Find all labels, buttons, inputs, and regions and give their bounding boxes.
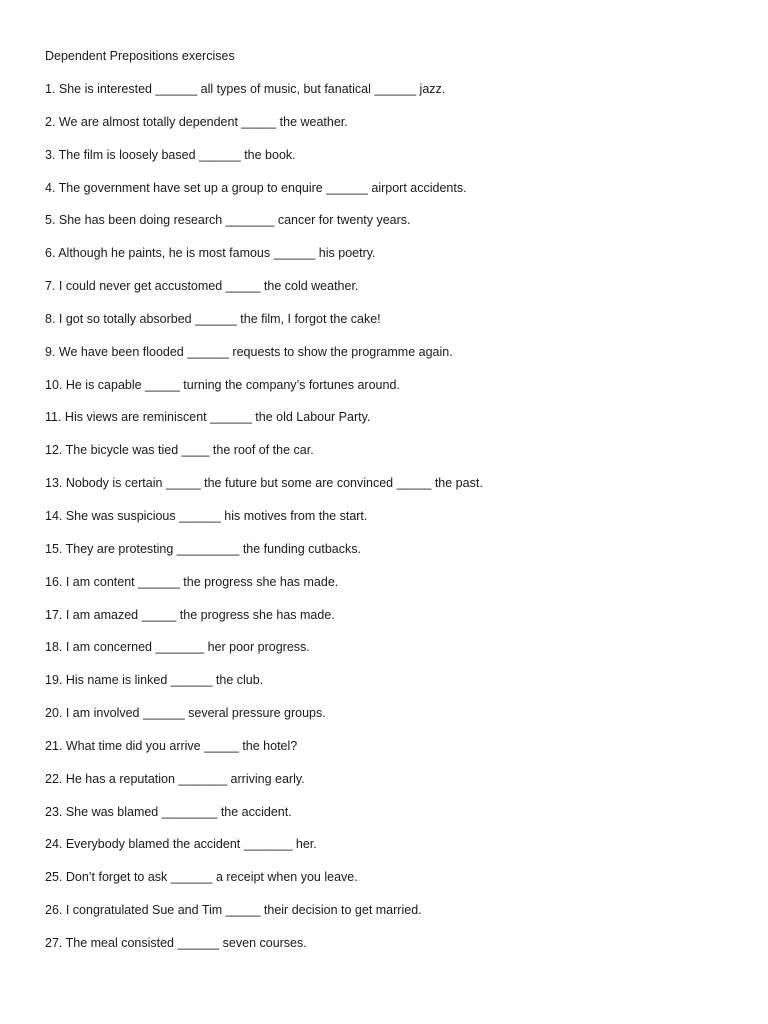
exercise-item-26: 26. I congratulated Sue and Tim _____ their decision to get married. bbox=[45, 903, 422, 918]
exercise-item-2: 2. We are almost totally dependent _____ the weather. bbox=[45, 114, 348, 129]
exercise-list bbox=[45, 80, 483, 967]
exercise-item-5: 5. She has been doing research _______ cancer for twenty years. bbox=[45, 213, 411, 228]
exercise-item-4: 4. The government have set up a group to enquire ______ airport accidents. bbox=[45, 180, 467, 195]
exercise-item-3: 3. The film is loosely based ______ the book. bbox=[45, 147, 296, 162]
exercise-item-17: 17. I am amazed _____ the progress she has made. bbox=[45, 607, 335, 622]
exercise-item-12: 12. The bicycle was tied ____ the roof of the car. bbox=[45, 443, 314, 458]
exercise-item-20: 20. I am involved ______ several pressure groups. bbox=[45, 706, 326, 721]
exercise-item-25: 25. Don’t forget to ask ______ a receipt when you leave. bbox=[45, 870, 358, 885]
exercise-item-18: 18. I am concerned _______ her poor progress. bbox=[45, 640, 310, 655]
document-title: Dependent Prepositions exercises bbox=[45, 49, 235, 63]
exercise-item-27: 27. The meal consisted ______ seven courses. bbox=[45, 935, 307, 950]
exercise-item-8: 8. I got so totally absorbed ______ the film, I forgot the cake! bbox=[45, 311, 381, 326]
exercise-item-21: 21. What time did you arrive _____ the hotel? bbox=[45, 738, 298, 753]
exercise-item-22: 22. He has a reputation _______ arriving early. bbox=[45, 771, 305, 786]
exercise-item-23: 23. She was blamed ________ the accident. bbox=[45, 804, 292, 819]
exercise-item-13: 13. Nobody is certain _____ the future but some are convinced _____ the past. bbox=[45, 476, 483, 491]
exercise-item-11: 11. His views are reminiscent ______ the old Labour Party. bbox=[45, 410, 371, 425]
exercise-item-16: 16. I am content ______ the progress she has made. bbox=[45, 574, 339, 589]
exercise-item-9: 9. We have been flooded ______ requests to show the programme again. bbox=[45, 344, 453, 359]
exercise-item-1: 1. She is interested ______ all types of music, but fanatical ______ jazz. bbox=[45, 82, 446, 96]
exercise-item-10: 10. He is capable _____ turning the company’s fortunes around. bbox=[45, 377, 400, 392]
exercise-item-24: 24. Everybody blamed the accident _______ her. bbox=[45, 837, 317, 852]
exercise-item-19: 19. His name is linked ______ the club. bbox=[45, 673, 264, 688]
exercise-item-14: 14. She was suspicious ______ his motives from the start. bbox=[45, 508, 368, 523]
exercise-item-6: 6. Although he paints, he is most famous ______ his poetry. bbox=[45, 246, 376, 261]
exercise-item-15: 15. They are protesting _________ the funding cutbacks. bbox=[45, 541, 361, 556]
exercise-item-7: 7. I could never get accustomed _____ the cold weather. bbox=[45, 279, 359, 294]
